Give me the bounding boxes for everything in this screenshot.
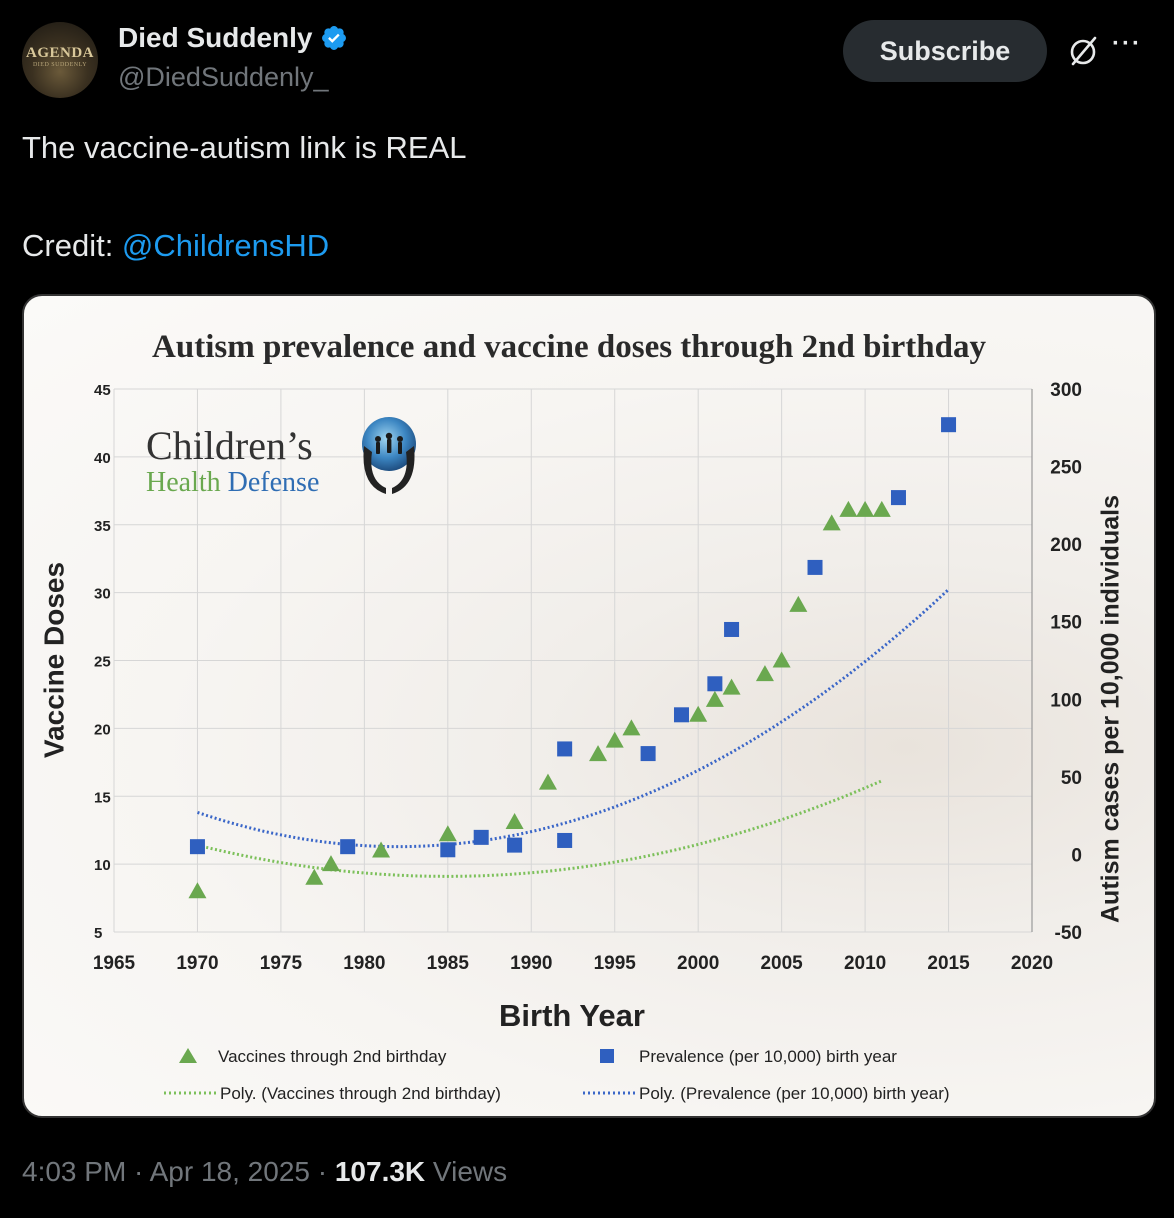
legend-prevalence-trend: Poly. (Prevalence (per 10,000) birth year) <box>639 1084 950 1103</box>
logo-line-2-defense: Defense <box>220 467 320 498</box>
chart-trendlines <box>198 590 949 877</box>
prevalence-point <box>474 830 489 845</box>
verified-badge-icon <box>320 24 348 52</box>
vaccine-dose-point <box>873 501 891 517</box>
y-tick-label-left: 40 <box>94 449 111 467</box>
x-axis-label: Birth Year <box>499 998 645 1033</box>
x-tick-label: 2010 <box>843 953 887 974</box>
prevalence-point <box>808 560 823 575</box>
chart-legend <box>164 1047 950 1103</box>
separator: · <box>309 1156 335 1187</box>
x-tick-label: 1985 <box>426 953 469 974</box>
chart-title: Autism prevalence and vaccine doses through 2nd birthday <box>152 329 986 365</box>
y-tick-label-left: 25 <box>94 653 111 671</box>
views-label: Views <box>425 1156 508 1187</box>
avatar-subtext: DIED SUDDENLY <box>32 62 88 68</box>
separator: · <box>126 1156 150 1187</box>
y-tick-label-left: 35 <box>94 517 111 535</box>
y-tick-label-right: 100 <box>1050 690 1082 712</box>
vaccine-dose-point <box>723 679 741 695</box>
vaccine-dose-point <box>622 719 640 735</box>
y-tick-label-right: 0 <box>1071 845 1082 867</box>
tweet-footer <box>22 1156 507 1188</box>
y-axis-label-left: Vaccine Doses <box>38 561 70 759</box>
x-tick-label: 1980 <box>343 953 386 974</box>
prevalence-point <box>440 842 455 857</box>
display-name-text: Died Suddenly <box>118 22 313 53</box>
prevalence-point <box>724 622 739 637</box>
x-tick-label: 1990 <box>510 953 553 974</box>
logo-line-2 <box>146 467 319 498</box>
globe-hands-icon <box>362 417 416 494</box>
prevalence-point <box>557 741 572 756</box>
prevalence-point <box>190 839 205 854</box>
legend-vaccines-trend: Poly. (Vaccines through 2nd birthday) <box>220 1084 501 1103</box>
x-tick-label: 2020 <box>1010 953 1054 974</box>
vaccine-dose-point <box>706 691 724 707</box>
vaccine-dose-point <box>539 774 557 790</box>
display-name[interactable] <box>118 22 348 54</box>
x-tick-label: 2005 <box>760 953 803 974</box>
vaccine-dose-point <box>439 825 457 841</box>
y-tick-label-left: 30 <box>94 585 111 603</box>
prevalence-point <box>941 417 956 432</box>
x-tick-label: 1975 <box>259 953 303 974</box>
y-tick-label-left: 5 <box>94 925 103 942</box>
vaccine-dose-point <box>823 514 841 530</box>
vaccine-dose-point <box>188 882 206 898</box>
legend-square-marker <box>600 1049 614 1063</box>
y-tick-label-left: 15 <box>94 789 111 807</box>
views-count: 107.3K <box>334 1156 426 1187</box>
tweet-media-image[interactable] <box>22 294 1156 1118</box>
trendline-prevalence <box>198 590 949 847</box>
vaccine-dose-point <box>305 869 323 885</box>
vaccine-dose-point <box>756 665 774 681</box>
y-tick-label-right: 200 <box>1050 535 1082 557</box>
y-tick-label-left: 10 <box>94 857 111 875</box>
vaccine-dose-point <box>589 745 607 761</box>
vaccine-dose-point <box>322 855 340 871</box>
y-tick-label-left: 45 <box>94 382 111 399</box>
y-tick-label-right: 250 <box>1050 457 1082 479</box>
handle[interactable]: @DiedSuddenly_ <box>118 62 329 92</box>
grok-icon[interactable] <box>1065 33 1101 69</box>
tweet-credit <box>22 228 329 264</box>
x-tick-label: 1965 <box>92 953 136 974</box>
vaccine-dose-point <box>506 813 524 829</box>
prevalence-point <box>340 839 355 854</box>
vaccine-dose-point <box>689 706 707 722</box>
y-tick-label-right: 150 <box>1050 612 1082 634</box>
prevalence-point <box>507 838 522 853</box>
prevalence-point <box>641 746 656 761</box>
logo-line-1: Children’s <box>146 423 313 468</box>
credit-mention-link[interactable]: @ChildrensHD <box>121 228 330 263</box>
x-tick-label: 1970 <box>176 953 219 974</box>
vaccine-dose-point <box>789 596 807 612</box>
vaccine-dose-point <box>606 732 624 748</box>
legend-triangle-marker <box>179 1048 197 1063</box>
vaccine-dose-point <box>372 842 390 858</box>
childrens-health-defense-logo <box>146 417 416 498</box>
y-axis-label-right: Autism cases per 10,000 individuals <box>1096 495 1125 923</box>
prevalence-point <box>674 707 689 722</box>
avatar-text: AGENDA <box>25 45 94 61</box>
vaccine-dose-point <box>839 501 857 517</box>
avatar[interactable] <box>22 22 98 98</box>
more-icon[interactable]: ··· <box>1112 30 1142 57</box>
legend-vaccines: Vaccines through 2nd birthday <box>218 1047 447 1066</box>
vaccine-dose-point <box>773 652 791 668</box>
y-tick-label-right: 300 <box>1050 380 1082 401</box>
chart <box>24 296 1154 1116</box>
credit-label: Credit: <box>22 228 122 263</box>
y-tick-label-right: -50 <box>1054 923 1082 944</box>
vaccine-dose-point <box>856 501 874 517</box>
logo-line-2-health: Health <box>146 467 221 498</box>
y-tick-label-left: 20 <box>94 721 111 739</box>
y-tick-label-right: 50 <box>1060 767 1082 789</box>
tweet-text: The vaccine-autism link is REAL <box>22 130 467 165</box>
prevalence-point <box>707 676 722 691</box>
x-tick-label: 2015 <box>927 953 970 974</box>
x-tick-label: 1995 <box>593 953 636 974</box>
legend-prevalence: Prevalence (per 10,000) birth year <box>639 1047 897 1066</box>
x-tick-label: 2000 <box>677 953 720 974</box>
tweet-time[interactable]: 4:03 PM <box>22 1156 127 1187</box>
tweet-date[interactable]: Apr 18, 2025 <box>149 1156 310 1187</box>
prevalence-point <box>557 833 572 848</box>
subscribe-button[interactable]: Subscribe <box>843 20 1047 82</box>
prevalence-point <box>891 490 906 505</box>
